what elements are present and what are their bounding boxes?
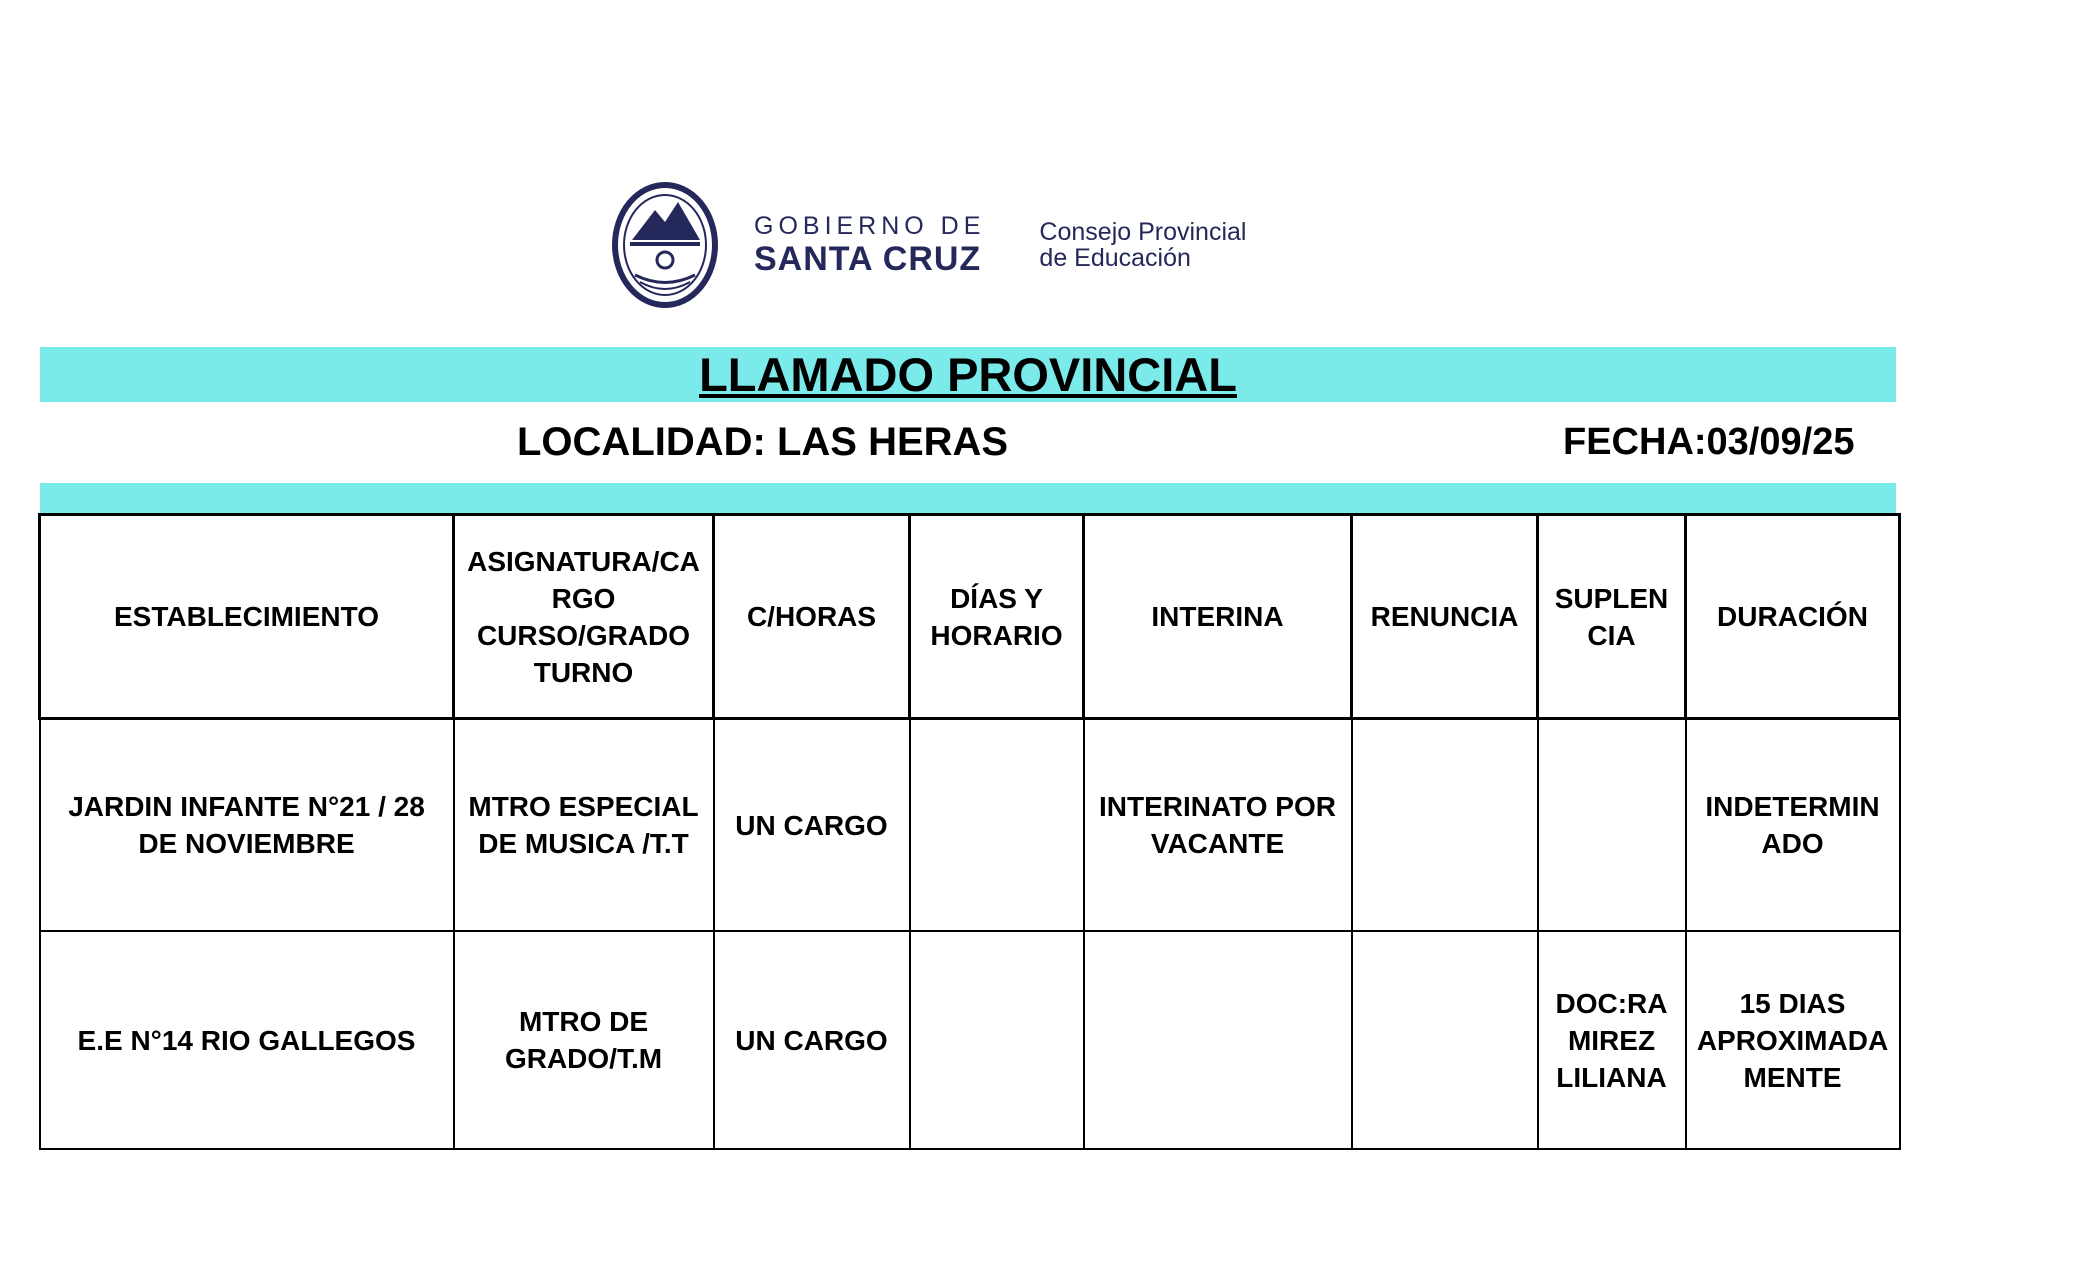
- header-establecimiento: ESTABLECIMIENTO: [40, 515, 454, 719]
- header-renuncia: RENUNCIA: [1352, 515, 1538, 719]
- cell-renuncia: [1352, 931, 1538, 1149]
- cell-interina: INTERINATO POR VACANTE: [1084, 719, 1352, 932]
- cell-dias-horario: [910, 931, 1084, 1149]
- cell-suplencia: [1538, 719, 1686, 932]
- header-suplencia: SUPLEN CIA: [1538, 515, 1686, 719]
- cell-duracion: INDETERMIN ADO: [1686, 719, 1900, 932]
- call-table: [38, 513, 1901, 1150]
- header-interina: INTERINA: [1084, 515, 1352, 719]
- council-line2: de Educación: [1039, 244, 1191, 272]
- table-header-row: [40, 515, 1900, 719]
- cell-choras: UN CARGO: [714, 719, 910, 932]
- government-wordmark: [754, 212, 985, 278]
- table-row: [40, 719, 1900, 932]
- header-logo: [610, 180, 1246, 310]
- page-title: LLAMADO PROVINCIAL: [699, 348, 1237, 401]
- council-line1: Consejo Provincial: [1039, 218, 1247, 246]
- localidad-label: LOCALIDAD: LAS HERAS: [517, 420, 1009, 464]
- cell-establecimiento: E.E N°14 RIO GALLEGOS: [40, 931, 454, 1149]
- santa-cruz-seal-icon: [610, 180, 720, 310]
- council-wordmark: [1039, 219, 1246, 271]
- gov-line2: SANTA CRUZ: [754, 240, 982, 278]
- cell-interina: [1084, 931, 1352, 1149]
- cell-suplencia: DOC:RA MIREZ LILIANA: [1538, 931, 1686, 1149]
- cell-establecimiento: JARDIN INFANTE N°21 / 28 DE NOVIEMBRE: [40, 719, 454, 932]
- separator-band: [40, 483, 1896, 513]
- header-asignatura: ASIGNATURA/CA RGO CURSO/GRADO TURNO: [454, 515, 714, 719]
- cell-choras: UN CARGO: [714, 931, 910, 1149]
- header-dias-horario: DÍAS Y HORARIO: [910, 515, 1084, 719]
- fecha-label: FECHA:03/09/25: [1563, 421, 1855, 463]
- header-duracion: DURACIÓN: [1686, 515, 1900, 719]
- gov-line1: GOBIERNO DE: [754, 212, 986, 240]
- header-choras: C/HORAS: [714, 515, 910, 719]
- cell-renuncia: [1352, 719, 1538, 932]
- cell-asignatura: MTRO ESPECIAL DE MUSICA /T.T: [454, 719, 714, 932]
- cell-asignatura: MTRO DE GRADO/T.M: [454, 931, 714, 1149]
- table-row: [40, 931, 1900, 1149]
- cell-duracion: 15 DIAS APROXIMADA MENTE: [1686, 931, 1900, 1149]
- cell-dias-horario: [910, 719, 1084, 932]
